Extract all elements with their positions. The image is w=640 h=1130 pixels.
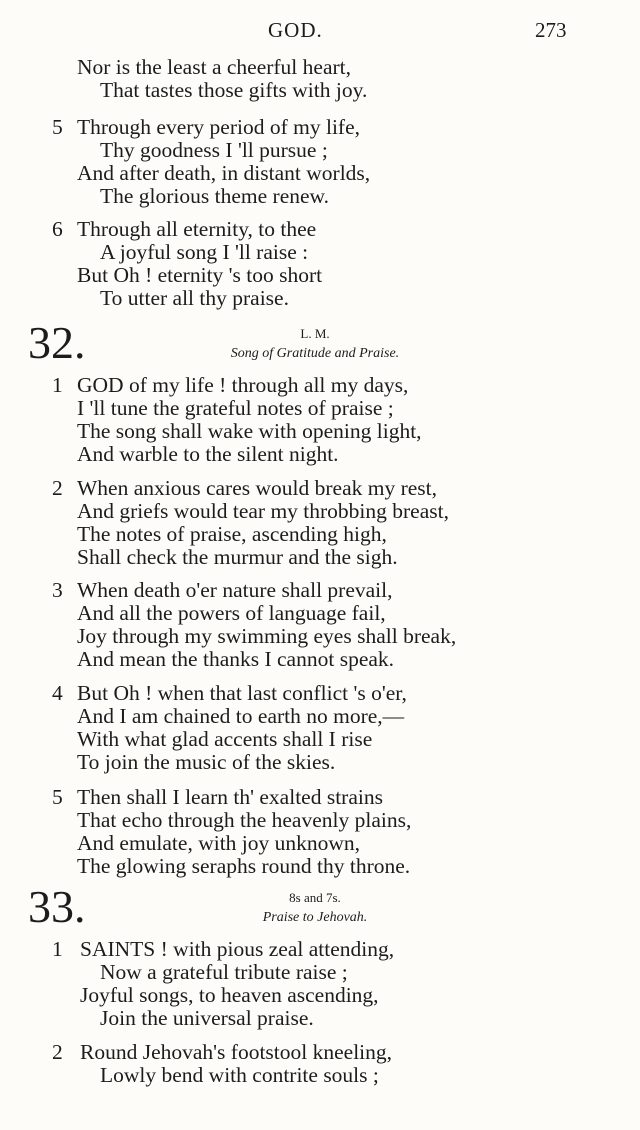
hymn-meter: L. M. (300, 326, 330, 341)
hymn-meter: 8s and 7s. (289, 890, 341, 905)
stanza-number: 1 (52, 937, 63, 961)
hymn-title: Song of Gratitude and Praise. (230, 346, 400, 361)
verse-line: But Oh ! eternity 's too short (77, 263, 323, 287)
verse-line: When anxious cares would break my rest, (77, 476, 438, 500)
verse-line: Shall check the murmur and the sigh. (77, 545, 398, 569)
verse-line: When death o'er nature shall prevail, (77, 578, 393, 602)
stanza-number: 3 (52, 578, 63, 602)
hymn-number: 32. (28, 317, 86, 368)
hymn-title: Praise to Jehovah. (262, 910, 368, 925)
verse-line: I 'll tune the grateful notes of praise ; (77, 396, 394, 420)
verse-line: And I am chained to earth no more,— (77, 704, 405, 728)
verse-line: The glorious theme renew. (100, 184, 330, 208)
stanza-number: 5 (52, 785, 63, 809)
hymn-number: 33. (28, 881, 86, 932)
running-header-title: GOD. (268, 18, 323, 42)
verse-line: Now a grateful tribute raise ; (100, 960, 348, 984)
verse-line: With what glad accents shall I rise (77, 727, 373, 751)
stanza-number: 5 (52, 115, 63, 139)
verse-line: A joyful song I 'll raise : (100, 240, 309, 264)
verse-line: Round Jehovah's footstool kneeling, (80, 1040, 393, 1064)
verse-line: SAINTS ! with pious zeal attending, (80, 937, 395, 961)
verse-line: Lowly bend with contrite souls ; (100, 1063, 379, 1087)
verse-line: Through all eternity, to thee (77, 217, 317, 241)
verse-line: And mean the thanks I cannot speak. (77, 647, 395, 671)
page-number: 273 (535, 18, 567, 42)
verse-line: That echo through the heavenly plains, (77, 808, 412, 832)
verse-line: And griefs would tear my throbbing breast, (77, 499, 449, 523)
page-header (0, 18, 640, 48)
verse-line: The notes of praise, ascending high, (77, 522, 387, 546)
verse-line: But Oh ! when that last conflict 's o'er, (77, 681, 407, 705)
stanza-number: 1 (52, 373, 63, 397)
verse-line: To join the music of the skies. (77, 750, 336, 774)
verse-line: Nor is the least a cheerful heart, (77, 55, 351, 79)
stanza-number: 4 (52, 681, 63, 705)
verse-line: Then shall I learn th' exalted strains (77, 785, 383, 809)
verse-line: Through every period of my life, (77, 115, 360, 139)
verse-line: And all the powers of language fail, (77, 601, 386, 625)
verse-line: To utter all thy praise. (100, 286, 289, 310)
stanza-number: 2 (52, 1040, 63, 1064)
verse-line: The song shall wake with opening light, (77, 419, 422, 443)
verse-line: The glowing seraphs round thy throne. (77, 854, 411, 878)
verse-line: And after death, in distant worlds, (77, 161, 371, 185)
verse-line: GOD of my life ! through all my days, (77, 373, 409, 397)
verse-line: That tastes those gifts with joy. (100, 78, 368, 102)
verse-line: And emulate, with joy unknown, (77, 831, 361, 855)
verse-line: And warble to the silent night. (77, 442, 339, 466)
verse-line: Join the universal praise. (100, 1006, 314, 1030)
verse-line: Joy through my swimming eyes shall break, (77, 624, 457, 648)
verse-line: Joyful songs, to heaven ascending, (80, 983, 379, 1007)
stanza-number: 6 (52, 217, 63, 241)
verse-line: Thy goodness I 'll pursue ; (100, 138, 328, 162)
stanza-number: 2 (52, 476, 63, 500)
